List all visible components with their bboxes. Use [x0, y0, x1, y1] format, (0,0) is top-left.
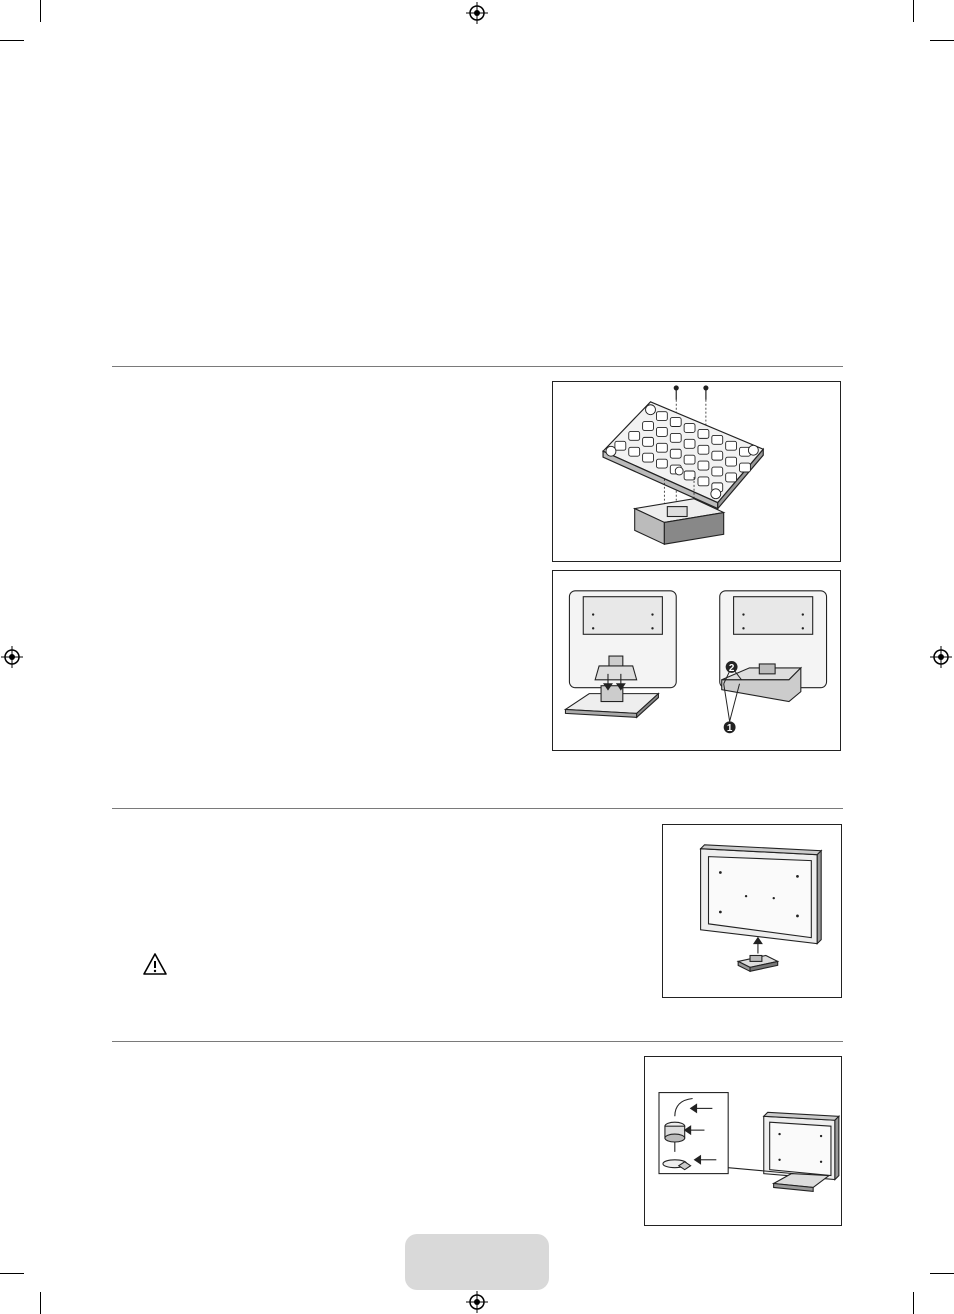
warning-triangle-icon: [142, 952, 168, 976]
section-divider: [112, 808, 843, 809]
crop-mark: [930, 40, 954, 41]
crop-mark: [40, 0, 41, 22]
callout-1: [724, 721, 736, 734]
crop-mark: [913, 0, 914, 22]
registration-mark-icon: [1, 646, 23, 668]
stand-bracket-figure: [552, 381, 841, 562]
section-divider: [112, 1041, 843, 1042]
page-number-tab: [405, 1234, 549, 1290]
registration-mark-icon: [930, 646, 952, 668]
svg-text:2: 2: [728, 662, 735, 674]
crop-mark: [0, 40, 24, 41]
crop-mark: [40, 1292, 41, 1314]
registration-mark-icon: [466, 2, 488, 24]
stand-removal-figure: [662, 824, 842, 998]
tv-stand-mount-figure: [552, 570, 841, 751]
section-divider: [112, 366, 843, 367]
crop-mark: [913, 1292, 914, 1314]
crop-mark: [0, 1273, 24, 1274]
crop-mark: [930, 1273, 954, 1274]
anti-tip-figure: [644, 1056, 842, 1226]
registration-mark-icon: [466, 1291, 488, 1313]
svg-text:1: 1: [726, 723, 733, 735]
